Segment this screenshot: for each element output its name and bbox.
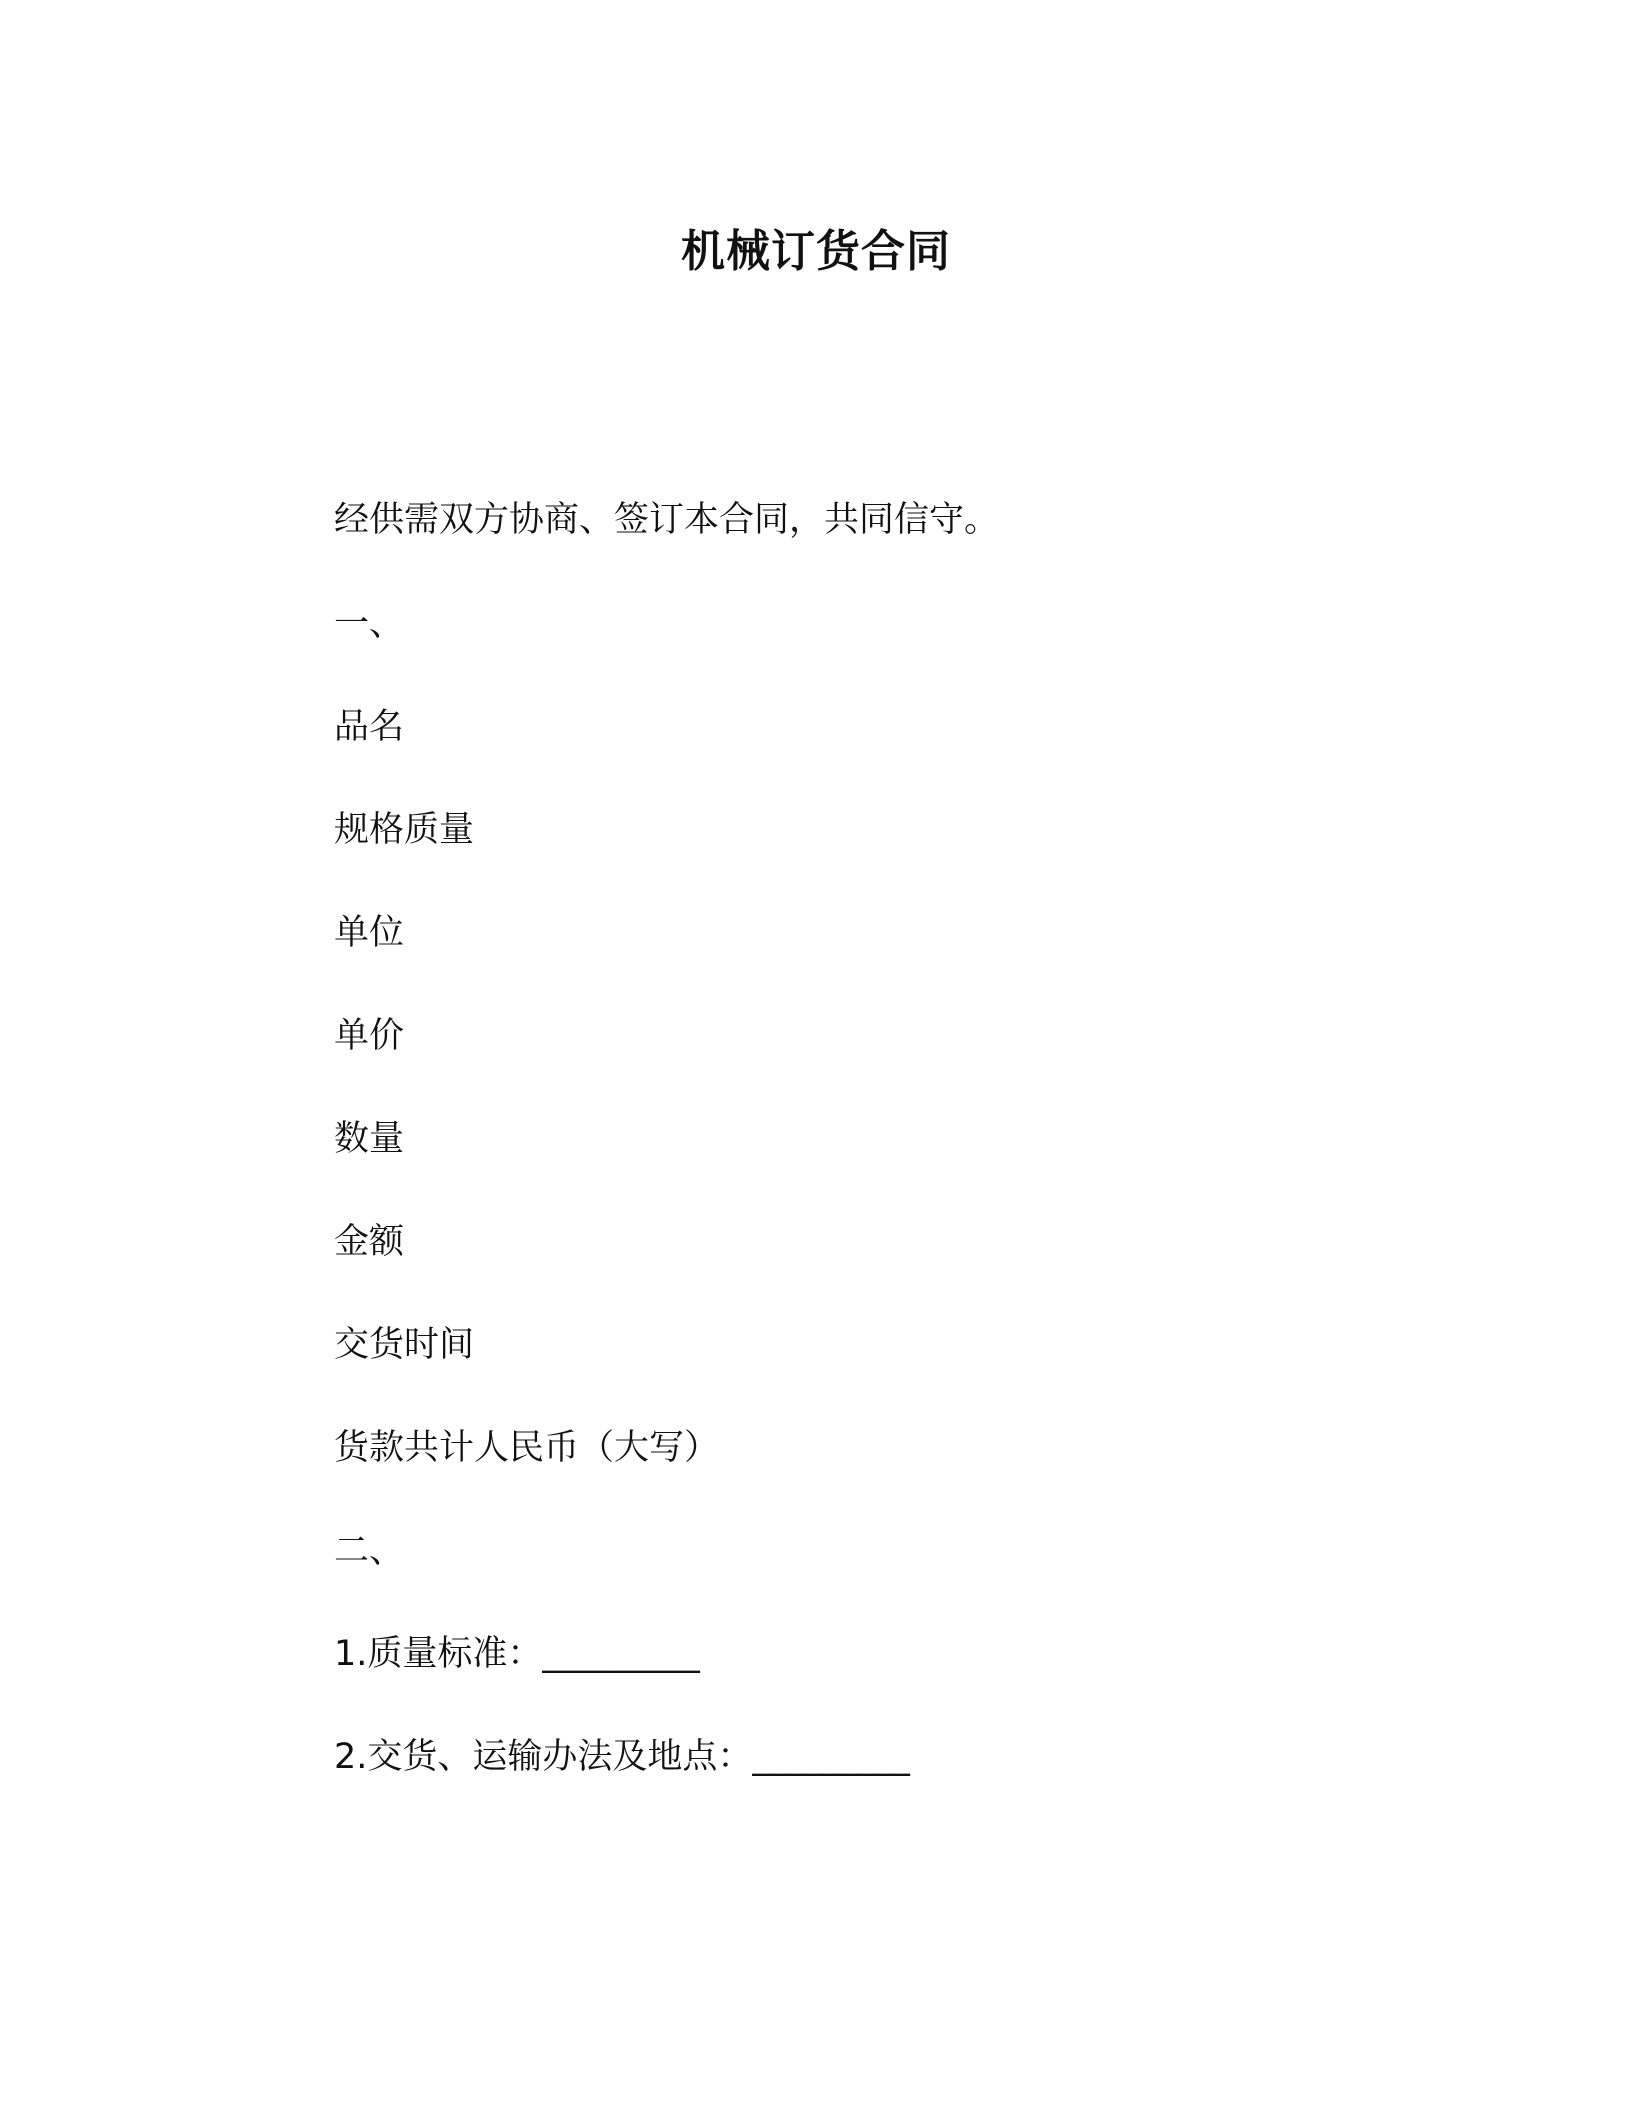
section-one-heading: 一、 (334, 604, 405, 644)
section-two-heading: 二、 (334, 1531, 405, 1571)
field-amount: 金额 (334, 1222, 405, 1262)
item-delivery-transport: 2.交货、运输办法及地点：_________ (334, 1737, 910, 1777)
field-total-payment: 货款共计人民币（大写） (334, 1428, 720, 1468)
field-quantity: 数量 (334, 1119, 405, 1159)
field-product-name: 品名 (334, 707, 405, 747)
item-quality-standard: 1.质量标准：_________ (334, 1634, 700, 1674)
intro-paragraph: 经供需双方协商、签订本合同，共同信守。 (334, 500, 1000, 540)
document-title: 机械订货合同 (681, 226, 951, 277)
field-spec-quality: 规格质量 (334, 810, 475, 850)
field-delivery-time: 交货时间 (334, 1325, 475, 1365)
field-unit-price: 单价 (334, 1016, 405, 1056)
field-unit: 单位 (334, 913, 405, 953)
